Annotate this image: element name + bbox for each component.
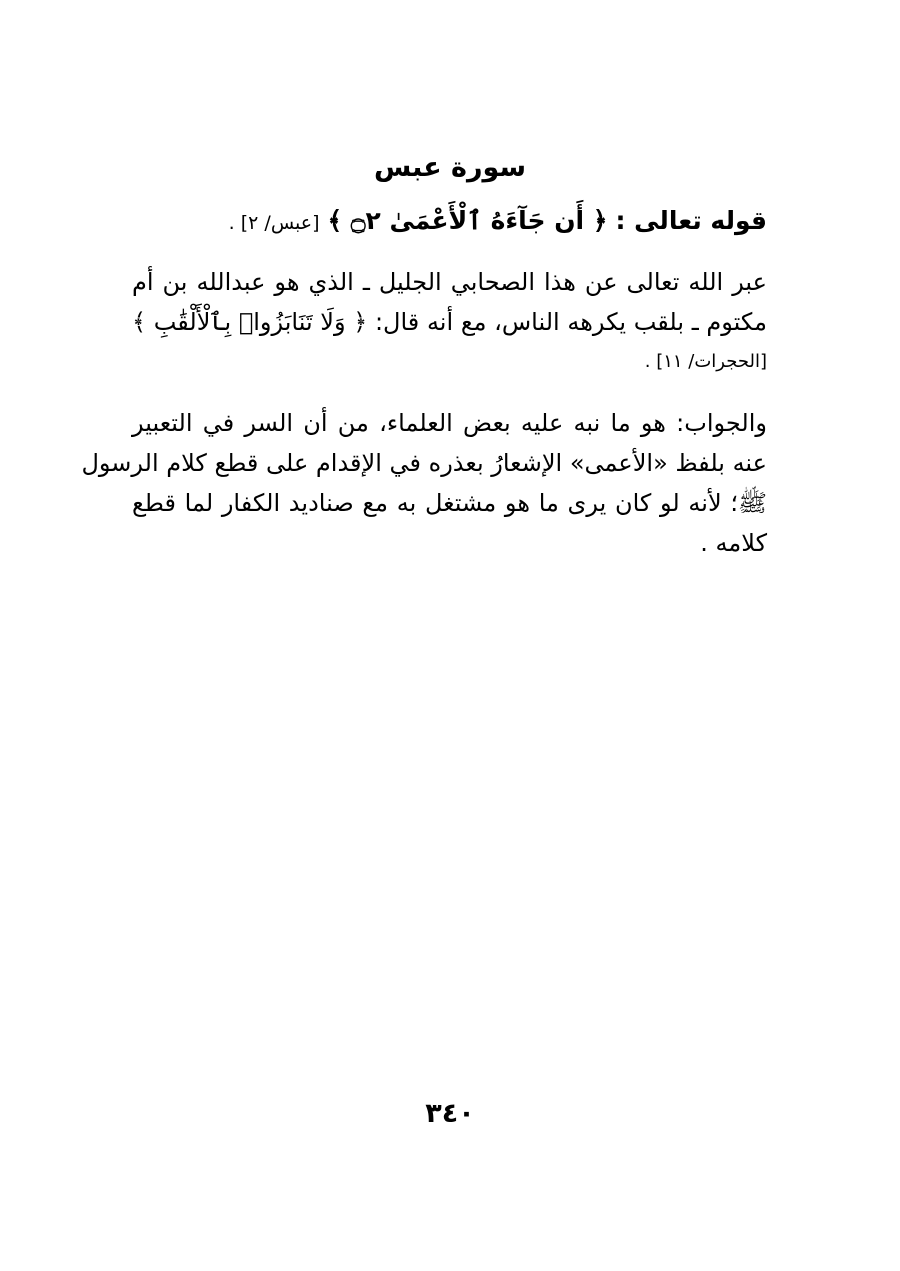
paragraph-1 xyxy=(132,262,767,382)
verse-lead: قوله تعالى : xyxy=(615,206,767,235)
paragraph-1-line-3: [الحجرات/ ١١] . xyxy=(644,351,767,372)
paragraph-2-line-2: عنه بلفظ «الأعمى» الإشعارُ بعذره في الإقدام على قطع كلام الرسول xyxy=(81,449,767,477)
paragraph-1-line-1: عبر الله تعالى عن هذا الصحابي الجليل ـ الذي هو عبدالله بن أم xyxy=(132,268,767,296)
paragraph-2 xyxy=(81,403,767,563)
verse-quran-text: ﴿ أَن جَآءَهُ ٱلْأَعْمَىٰ ۝٢ ﴾ xyxy=(327,206,608,235)
verse-reference: [عبس/ ٢] . xyxy=(228,212,320,234)
verse-line xyxy=(127,206,767,235)
surah-title: سورة عبس xyxy=(374,152,526,183)
paragraph-2-line-3: ﷺ؛ لأنه لو كان يرى ما هو مشتغل به مع صناديد الكفار لما قطع xyxy=(132,489,767,517)
paragraph-1-line-2: مكتوم ـ بلقب يكرهه الناس، مع أنه قال: ﴿ وَلَا تَنَابَزُوا۟ بِٱلْأَلْقَٰبِ ﴾ xyxy=(132,308,767,336)
paragraph-2-line-1: والجواب: هو ما نبه عليه بعض العلماء، من أن السر في التعبير xyxy=(132,409,767,437)
paragraph-2-line-4: كلامه . xyxy=(700,529,767,557)
page-number: ٣٤٠ xyxy=(425,1098,475,1129)
